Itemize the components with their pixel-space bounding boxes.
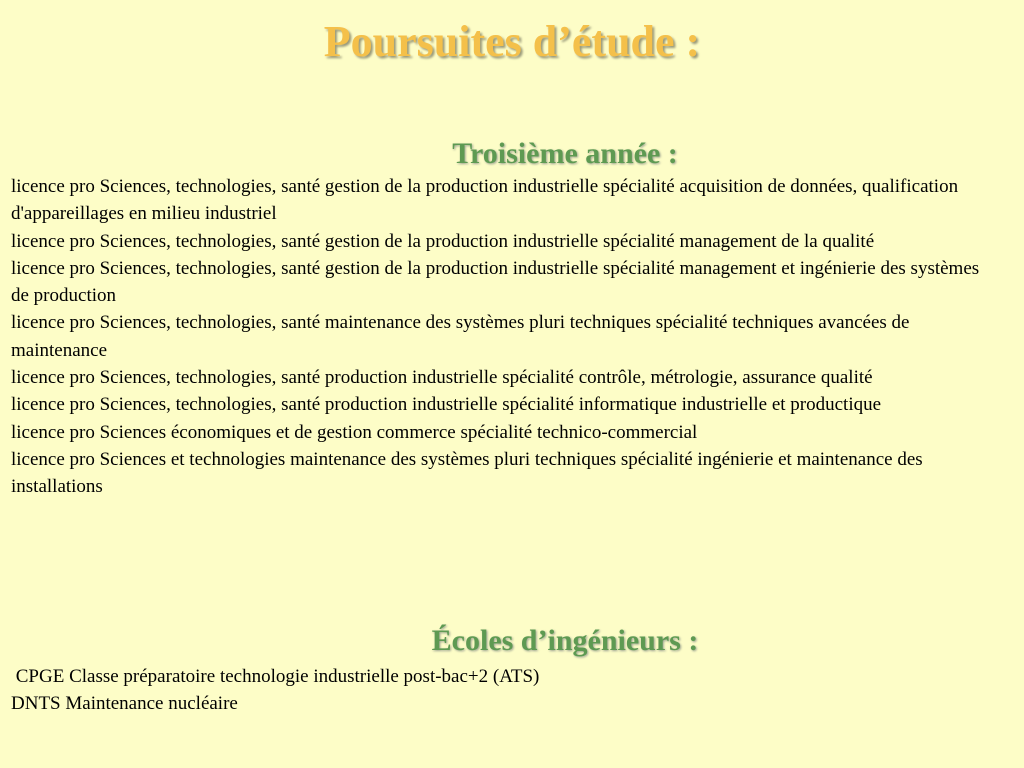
list-item: licence pro Sciences, technologies, santé gestion de la production industrielle spécialité acquisition de données, qualification d'appareillages en milieu industriel — [11, 176, 959, 225]
list-item: licence pro Sciences, technologies, santé gestion de la production industrielle spécialité management et ingénierie des systèmes de production — [11, 257, 980, 307]
engineering-schools-heading: Écoles d’ingénieurs : — [431, 624, 699, 657]
third-year-list — [11, 173, 1001, 501]
list-item: licence pro Sciences, technologies, santé production industrielle spécialité contrôle, métrologie, assurance qualité — [11, 367, 873, 389]
list-item: licence pro Sciences, technologies, santé production industrielle spécialité informatique industrielle et productique — [11, 394, 882, 416]
list-item: licence pro Sciences, technologies, santé gestion de la production industrielle spécialité management de la qualité — [11, 230, 875, 252]
list-item: licence pro Sciences et technologies maintenance des systèmes pluri techniques spécialité ingénierie et maintenance des installations — [11, 448, 923, 498]
list-item: DNTS Maintenance nucléaire — [11, 693, 238, 715]
list-item: licence pro Sciences économiques et de gestion commerce spécialité technico-commercial — [11, 421, 698, 443]
list-item: CPGE Classe préparatoire technologie industrielle post-bac+2 (ATS) — [11, 666, 540, 687]
list-item: licence pro Sciences, technologies, santé maintenance des systèmes pluri techniques spécialité techniques avancées de maintenance — [11, 312, 910, 361]
slide-title: Poursuites d’étude : — [323, 17, 701, 66]
third-year-heading: Troisième année : — [452, 137, 678, 170]
engineering-schools-list — [11, 663, 1001, 718]
